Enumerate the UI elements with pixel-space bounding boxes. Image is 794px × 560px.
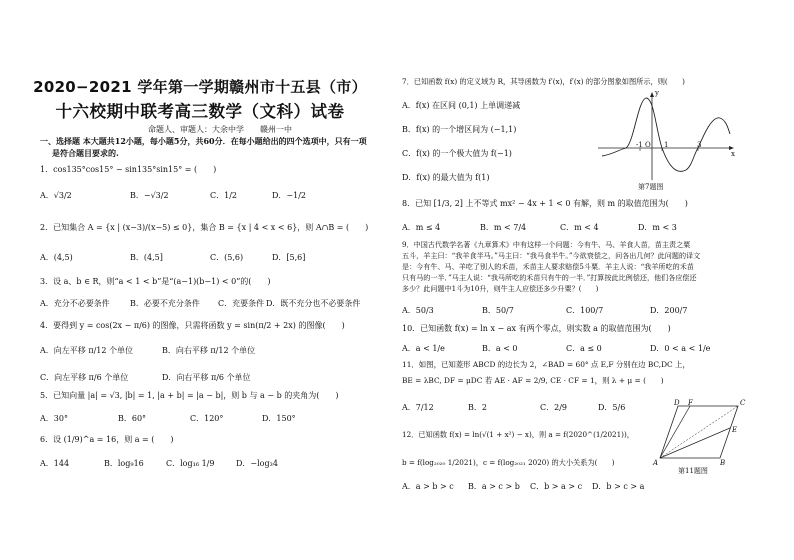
vertex-f: F — [688, 399, 693, 407]
q7-option-b: B．f(x) 的一个增区间为 (−1,1) — [402, 125, 517, 134]
figure-11-caption: 第11题图 — [678, 467, 708, 475]
q8-option-c: C．m < 4 — [560, 223, 599, 232]
q6-option-c: C．log₁₆ 1/9 — [166, 459, 215, 468]
y-axis-arrow — [650, 92, 654, 97]
question-9-line2: 五斗，羊主曰：“我羊食半马。”马主曰：“我马食半牛。”今欲衰偿之，问各出几何？此问题的译文 — [402, 251, 701, 260]
question-7: 7．已知函数 f(x) 的定义域为 R，其导函数为 f′(x)，f′(x) 的部分图象如图所示，则( ) — [402, 77, 685, 86]
q7-option-d: D．f(x) 的最大值为 f(1) — [402, 173, 490, 182]
q1-option-c: C．1/2 — [210, 191, 237, 200]
figure-7-derivative-graph — [596, 90, 736, 182]
q6-option-d: D．−log₃4 — [236, 459, 278, 468]
q10-option-a: A．a < 1/e — [402, 344, 445, 353]
q12-option-c: C．b > a > c — [530, 482, 583, 491]
q5-option-a: A．30° — [40, 414, 68, 423]
q10-option-c: C．a ≤ 0 — [566, 344, 602, 353]
question-9-line4: 只有马的一半．”马主人说：“我马所吃的禾苗只有牛的一半．”打算按此比例偿还，他们各应偿还 — [402, 273, 697, 282]
q12-option-d: D．b > c > a — [592, 482, 645, 491]
question-4: 4．要得到 y = cos(2x − π/6) 的图像，只需将函数 y = sin(π/2 + 2x) 的图像( ) — [40, 321, 345, 330]
q9-option-b: B．50/7 — [482, 306, 514, 315]
q2-option-a: A．(4,5) — [40, 253, 73, 262]
question-3: 3．设 a、b ∈ R，则“a < 1 < b”是“(a−1)(b−1) < 0”的( ) — [40, 277, 271, 286]
q4-option-a: A．向左平移 π/12 个单位 — [40, 346, 133, 355]
q5-option-c: C．120° — [190, 414, 224, 423]
q3-option-b: B．必要不充分条件 — [130, 299, 200, 308]
question-5: 5．已知向量 |a| = √3, |b| = 1, |a + b| = |a − b|，则 b 与 a − b 的夹角为( ) — [40, 391, 339, 400]
question-10: 10．已知函数 f(x) = ln x − ax 有两个零点，则实数 a 的取值范围为( ) — [402, 324, 671, 333]
q12-option-b: B．a > c > b — [468, 482, 520, 491]
question-12-line2: b = f(log₂₀₂₀ 1/2021)，c = f(log₂₀₂₁ 2020) 的大小关系为( ) — [402, 458, 615, 467]
question-6: 6．设 (1/9)^a = 16，则 a = ( ) — [40, 435, 174, 444]
q5-option-b: B．60° — [118, 414, 147, 423]
q11-option-a: A．7/12 — [402, 403, 434, 412]
q8-option-a: A．m ≤ 4 — [402, 223, 441, 232]
q5-option-d: D．150° — [262, 414, 296, 423]
diagonal-ac — [660, 406, 738, 458]
tick-label-origin: O — [645, 141, 651, 149]
q1-option-b: B．−√3/2 — [130, 191, 169, 200]
question-9-line3: 是：今有牛、马、羊吃了别人的禾苗，禾苗主人要求赔偿5斗粟．羊主人说：“我羊所吃的禾苗 — [402, 262, 694, 271]
q9-option-a: A．50/3 — [402, 306, 434, 315]
question-8: 8．已知 [1/3, 2] 上不等式 mx² − 4x + 1 < 0 有解，则 m 的取值范围为( ) — [402, 199, 688, 208]
q4-option-c: C．向左平移 π/6 个单位 — [40, 373, 129, 382]
figure-11-rhombus — [654, 398, 744, 464]
exam-title-line1: 2020−2021 学年第一学期赣州市十五县（市） — [33, 78, 367, 96]
derivative-curve — [602, 98, 730, 171]
question-2: 2．已知集合 A = {x | (x−3)/(x−5) ≤ 0}，集合 B = {x | 4 < x < 6}，则 A∩B = ( ) — [40, 223, 369, 232]
q11-option-c: C．2/9 — [540, 403, 567, 412]
q12-option-a: A．a > b > c — [402, 482, 454, 491]
vertex-e: E — [732, 426, 738, 434]
segment-ae — [660, 428, 730, 458]
tick-label-3: 3 — [697, 141, 702, 149]
authors-line: 命题人、审题人：大余中学 赣州一中 — [148, 125, 292, 134]
q3-option-d: D．既不充分也不必要条件 — [266, 299, 361, 308]
q4-option-b: B．向右平移 π/12 个单位 — [162, 346, 256, 355]
q10-option-d: D．0 < a < 1/e — [650, 344, 711, 353]
q3-option-c: C．充要条件 — [218, 299, 265, 308]
q3-option-a: A．充分不必要条件 — [40, 299, 110, 308]
vertex-c: C — [740, 399, 746, 407]
q8-option-d: D．m < 3 — [638, 223, 677, 232]
q4-option-d: D．向右平移 π/6 个单位 — [162, 373, 251, 382]
question-1: 1．cos135°cos15° − sin135°sin15° = ( ) — [40, 165, 217, 174]
q1-option-d: D．−1/2 — [272, 191, 306, 200]
vertex-b: B — [720, 459, 726, 467]
question-11-line2: BE = λBC, DF = μDC 若 AE · AF = 2/9, CE · CF = 1，则 λ + μ = ( ) — [402, 376, 664, 385]
q2-option-c: C．(5,6) — [210, 253, 244, 262]
q11-option-d: D．5/6 — [598, 403, 626, 412]
q9-option-d: D．200/7 — [650, 306, 688, 315]
tick-label-1: 1 — [664, 141, 669, 149]
q2-option-d: D．[5,6] — [272, 253, 306, 262]
figure-7-caption: 第7题图 — [638, 183, 664, 191]
question-9-line5: 多少？此问题中1斗为10升，则牛主人应偿还多少升粟？( ) — [402, 284, 599, 293]
question-12-line1: 12．已知函数 f(x) = ln(√(1 + x²) − x)，则 a = f(2020^(1/2021))， — [402, 430, 634, 439]
vertex-a: A — [653, 459, 659, 467]
q6-option-b: B．log₉16 — [104, 459, 144, 468]
tick-label-neg1: -1 — [636, 141, 643, 149]
q7-option-a: A．f(x) 在区间 (0,1) 上单调递减 — [402, 101, 521, 110]
q7-option-c: C．f(x) 的一个极大值为 f(−1) — [402, 149, 512, 158]
exam-title-line2: 十六校期中联考高三数学（文科）试卷 — [55, 102, 345, 121]
axis-label-y: y — [655, 89, 659, 97]
q2-option-b: B．(4,5] — [130, 253, 163, 262]
q9-option-c: C．100/7 — [566, 306, 604, 315]
q10-option-b: B．a < 0 — [482, 344, 518, 353]
vertex-d: D — [674, 399, 680, 407]
q1-option-a: A．√3/2 — [40, 191, 72, 200]
axis-label-x: x — [731, 150, 735, 158]
q11-option-b: B．2 — [468, 403, 487, 412]
q8-option-b: B．m < 7/4 — [480, 223, 527, 232]
question-9-line1: 9．中国古代数学名著《九章算术》中有这样一个问题：今有牛、马、羊食人苗，苗主责之粟 — [402, 240, 691, 249]
q6-option-a: A．144 — [40, 459, 70, 468]
section-intro-line2: 是符合题目要求的. — [52, 148, 119, 158]
question-11-line1: 11．如图，已知菱形 ABCD 的边长为 2，∠BAD = 60° 点 E,F 分别在边 BC,DC 上， — [402, 360, 690, 369]
section-intro-line1: 一、选择题 本大题共12小题，每小题5分，共60分．在每小题给出的四个选项中，只有一项 — [40, 136, 367, 146]
